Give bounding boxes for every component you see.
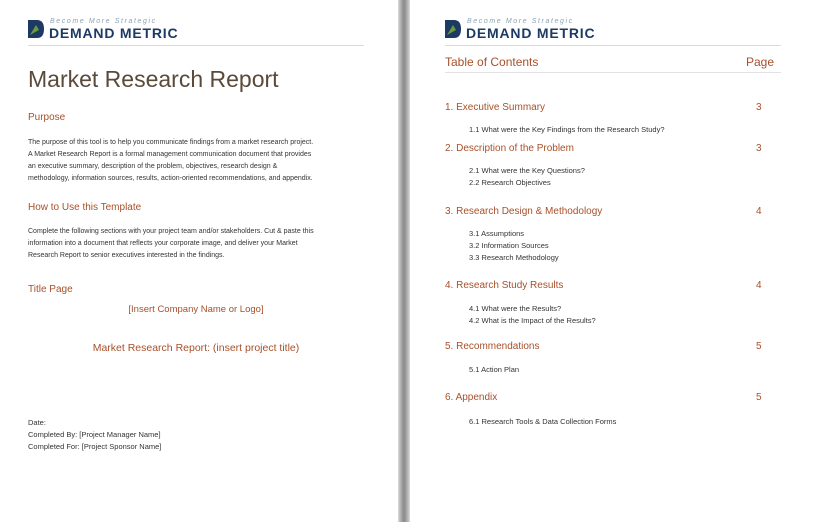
how-to-line: Complete the following sections with your project team and/or stakeholders. Cut & paste this: [28, 228, 314, 235]
page-divider: [398, 0, 410, 522]
toc-item-research-design[interactable]: 3. Research Design & Methodology: [445, 206, 603, 217]
brand-name: DEMAND METRIC: [49, 25, 179, 41]
purpose-text: [28, 137, 364, 185]
toc-subitem[interactable]: 4.1 What were the Results?: [469, 304, 562, 313]
toc-subitem[interactable]: 5.1 Action Plan: [469, 365, 520, 374]
purpose-heading: Purpose: [28, 112, 66, 123]
toc-item-recommendations[interactable]: 5. Recommendations: [445, 341, 540, 352]
toc-subitem[interactable]: 3.2 Information Sources: [469, 241, 549, 250]
title-page-heading: Title Page: [28, 284, 73, 295]
toc-page-label: Page: [746, 55, 775, 69]
toc-item-research-results[interactable]: 4. Research Study Results: [445, 280, 564, 291]
toc-page-number: 3: [756, 143, 762, 154]
toc-page-number: 4: [756, 280, 762, 291]
toc-item-executive-summary[interactable]: 1. Executive Summary: [445, 102, 546, 113]
brand-logo-icon: [28, 20, 44, 38]
completed-for-field: Completed For: [Project Sponsor Name]: [28, 442, 162, 451]
purpose-line: an executive summary, description of the problem, objectives, research design &: [28, 163, 278, 170]
toc-item-appendix[interactable]: 6. Appendix: [445, 392, 498, 403]
brand-name: DEMAND METRIC: [466, 25, 596, 41]
how-to-line: information into a document that reflects your corporate image, and deliver your Market: [28, 240, 298, 247]
header-rule: [28, 45, 364, 46]
purpose-line: A Market Research Report is a formal management communication document that provides: [28, 151, 312, 158]
logo-placeholder: [Insert Company Name or Logo]: [128, 304, 264, 315]
document-page-right: [410, 0, 815, 522]
how-to-text: [28, 226, 364, 262]
completed-by-field: Completed By: [Project Manager Name]: [28, 430, 161, 439]
brand-tagline: Become More Strategic: [467, 18, 574, 25]
toc-subitem[interactable]: 4.2 What is the Impact of the Results?: [469, 316, 596, 325]
toc-subitem[interactable]: 3.1 Assumptions: [469, 229, 525, 238]
toc-subitem[interactable]: 2.1 What were the Key Questions?: [469, 166, 585, 175]
purpose-line: methodology, information sources, results, action-oriented recommendations, and appendix.: [28, 175, 313, 182]
toc-page-number: 4: [756, 206, 762, 217]
toc-title: Table of Contents: [445, 55, 539, 69]
header-rule: [445, 45, 781, 46]
toc-page-number: 3: [756, 102, 762, 113]
how-to-heading: How to Use this Template: [28, 202, 142, 213]
how-to-line: Research Report to senior executives interested in the findings.: [28, 252, 225, 259]
page-title: Market Research Report: [28, 66, 279, 92]
toc-subitem[interactable]: 2.2 Research Objectives: [469, 178, 551, 187]
document-page-left: [0, 0, 398, 522]
toc-subitem[interactable]: 6.1 Research Tools & Data Collection Forms: [469, 417, 617, 426]
brand-logo-icon: [445, 20, 461, 38]
report-title-placeholder: Market Research Report: (insert project title): [92, 342, 300, 354]
toc-page-number: 5: [756, 341, 762, 352]
toc-rule: [445, 72, 781, 73]
date-field: Date:: [28, 418, 46, 427]
toc-subitem[interactable]: 1.1 What were the Key Findings from the Research Study?: [469, 125, 665, 134]
toc-subitem[interactable]: 3.3 Research Methodology: [469, 253, 559, 262]
brand-tagline: Become More Strategic: [50, 18, 157, 25]
toc-page-number: 5: [756, 392, 762, 403]
toc-item-description-of-problem[interactable]: 2. Description of the Problem: [445, 143, 574, 154]
purpose-line: The purpose of this tool is to help you communicate findings from a market research project.: [28, 139, 314, 146]
